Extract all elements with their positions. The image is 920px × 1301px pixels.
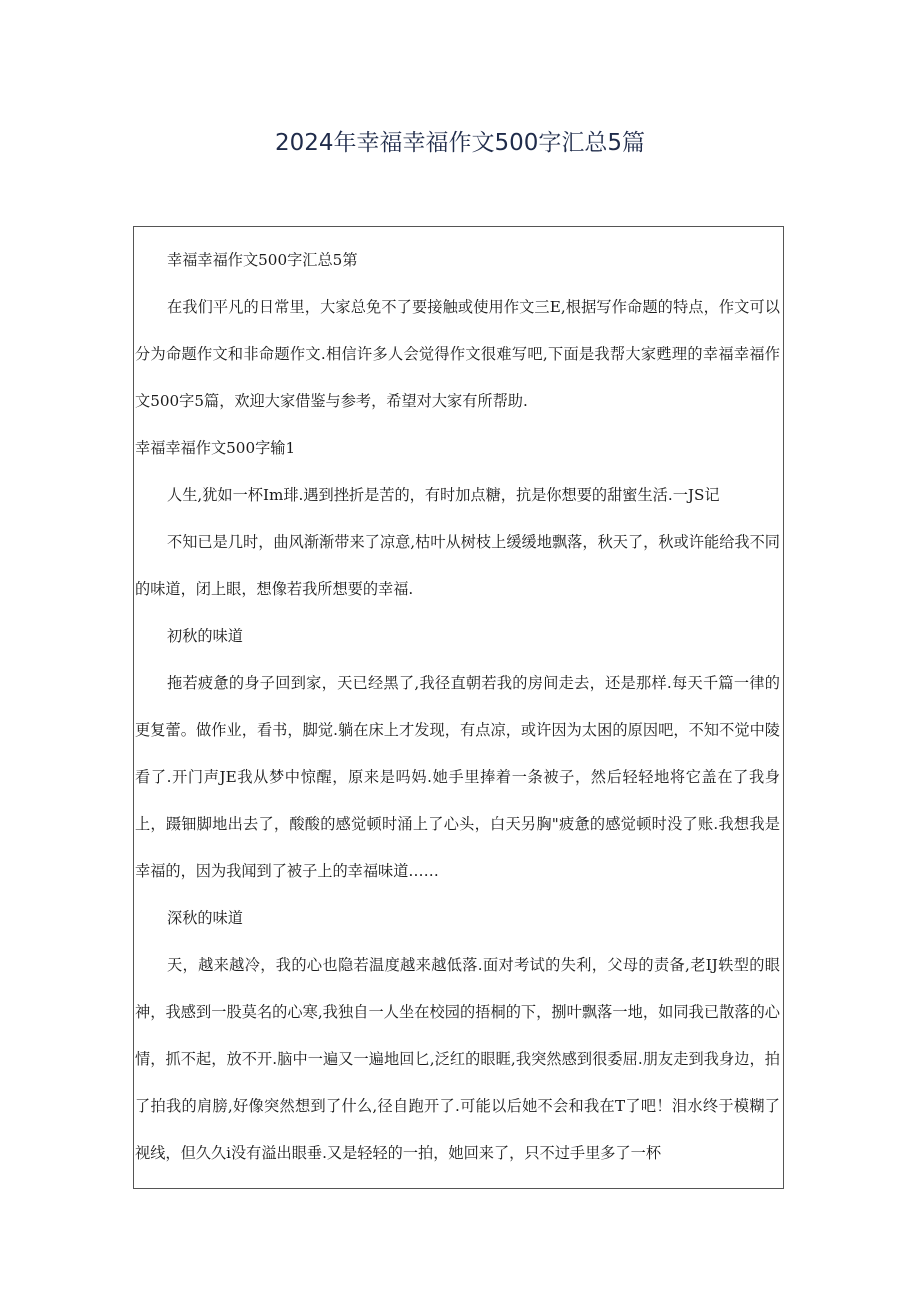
paragraph: 不知已是几时，曲风渐渐带来了凉意,枯叶从树枝上缓缓地飘落，秋天了，秋或许能给我不同的味道，闭上眼，想像若我所想要的幸福.	[135, 533, 780, 598]
paragraph: 拖若疲惫的身子回到家，天已经黑了,我径直朝若我的房间走去，还是那样.每天千篇一律的更复蕾。做作业，看书，脚觉.躺在床上才发现，有点凉，或许因为太困的原因吧，不知不觉中陵看了.开门声JE我从梦中惊醒，原来是吗妈.她手里捧着一条被子，然后轻轻地将它盖在了我身上，蹑钿脚地出去了，酸酸的感觉顿时涌上了心头，白天另胸"疲惫的感觉顿时没了账.我想我是幸福的，因为我闻到了被子上的幸福味道……	[135, 674, 780, 880]
content-frame	[133, 226, 784, 1189]
paragraph: 天，越来越冷，我的心也隐若温度越来越低落.面对考试的失利，父母的责备,老IJ轶型的眼神，我感到一股莫名的心寒,我独自一人坐在校园的捂桐的下，捌叶飘落一地，如同我已散落的心情，抓不起，放不开.脑中一遍又一遍地回匕,泛红的眼睚,我突然感到很委屈.朋友走到我身边，拍了拍我的肩膀,好像突然想到了什么,径自跑开了.可能以后她不会和我在T了吧！泪水终于模糊了视线，但久久i没有溢出眼垂.又是轻轻的一拍，她回来了，只不过手里多了一杯	[135, 956, 780, 1162]
document-title: 2024年幸福幸福作文500字汇总5篇	[274, 130, 646, 156]
paragraph-heading: 幸福幸福作文500字汇总5第	[167, 251, 358, 269]
subheading-late-autumn: 深秋的味道	[167, 909, 243, 927]
paragraph-intro: 在我们平凡的日常里，大家总免不了要接触或使用作文三E,根据写作命题的特点，作文可以分为命题作文和非命题作文.相信许多人会觉得作文很难写吧,下面是我帮大家甦理的幸福幸福作文500字5篇，欢迎大家借鉴与参考，希望对大家有所帮助.	[135, 298, 780, 410]
subheading-early-autumn: 初秋的味道	[167, 627, 243, 645]
section-heading: 幸福幸福作文500字输1	[135, 439, 296, 457]
paragraph: 人生,犹如一杯Im琲.遇到挫折是苦的，有时加点糖，抗是你想要的甜蜜生活.一JS记	[167, 486, 720, 504]
